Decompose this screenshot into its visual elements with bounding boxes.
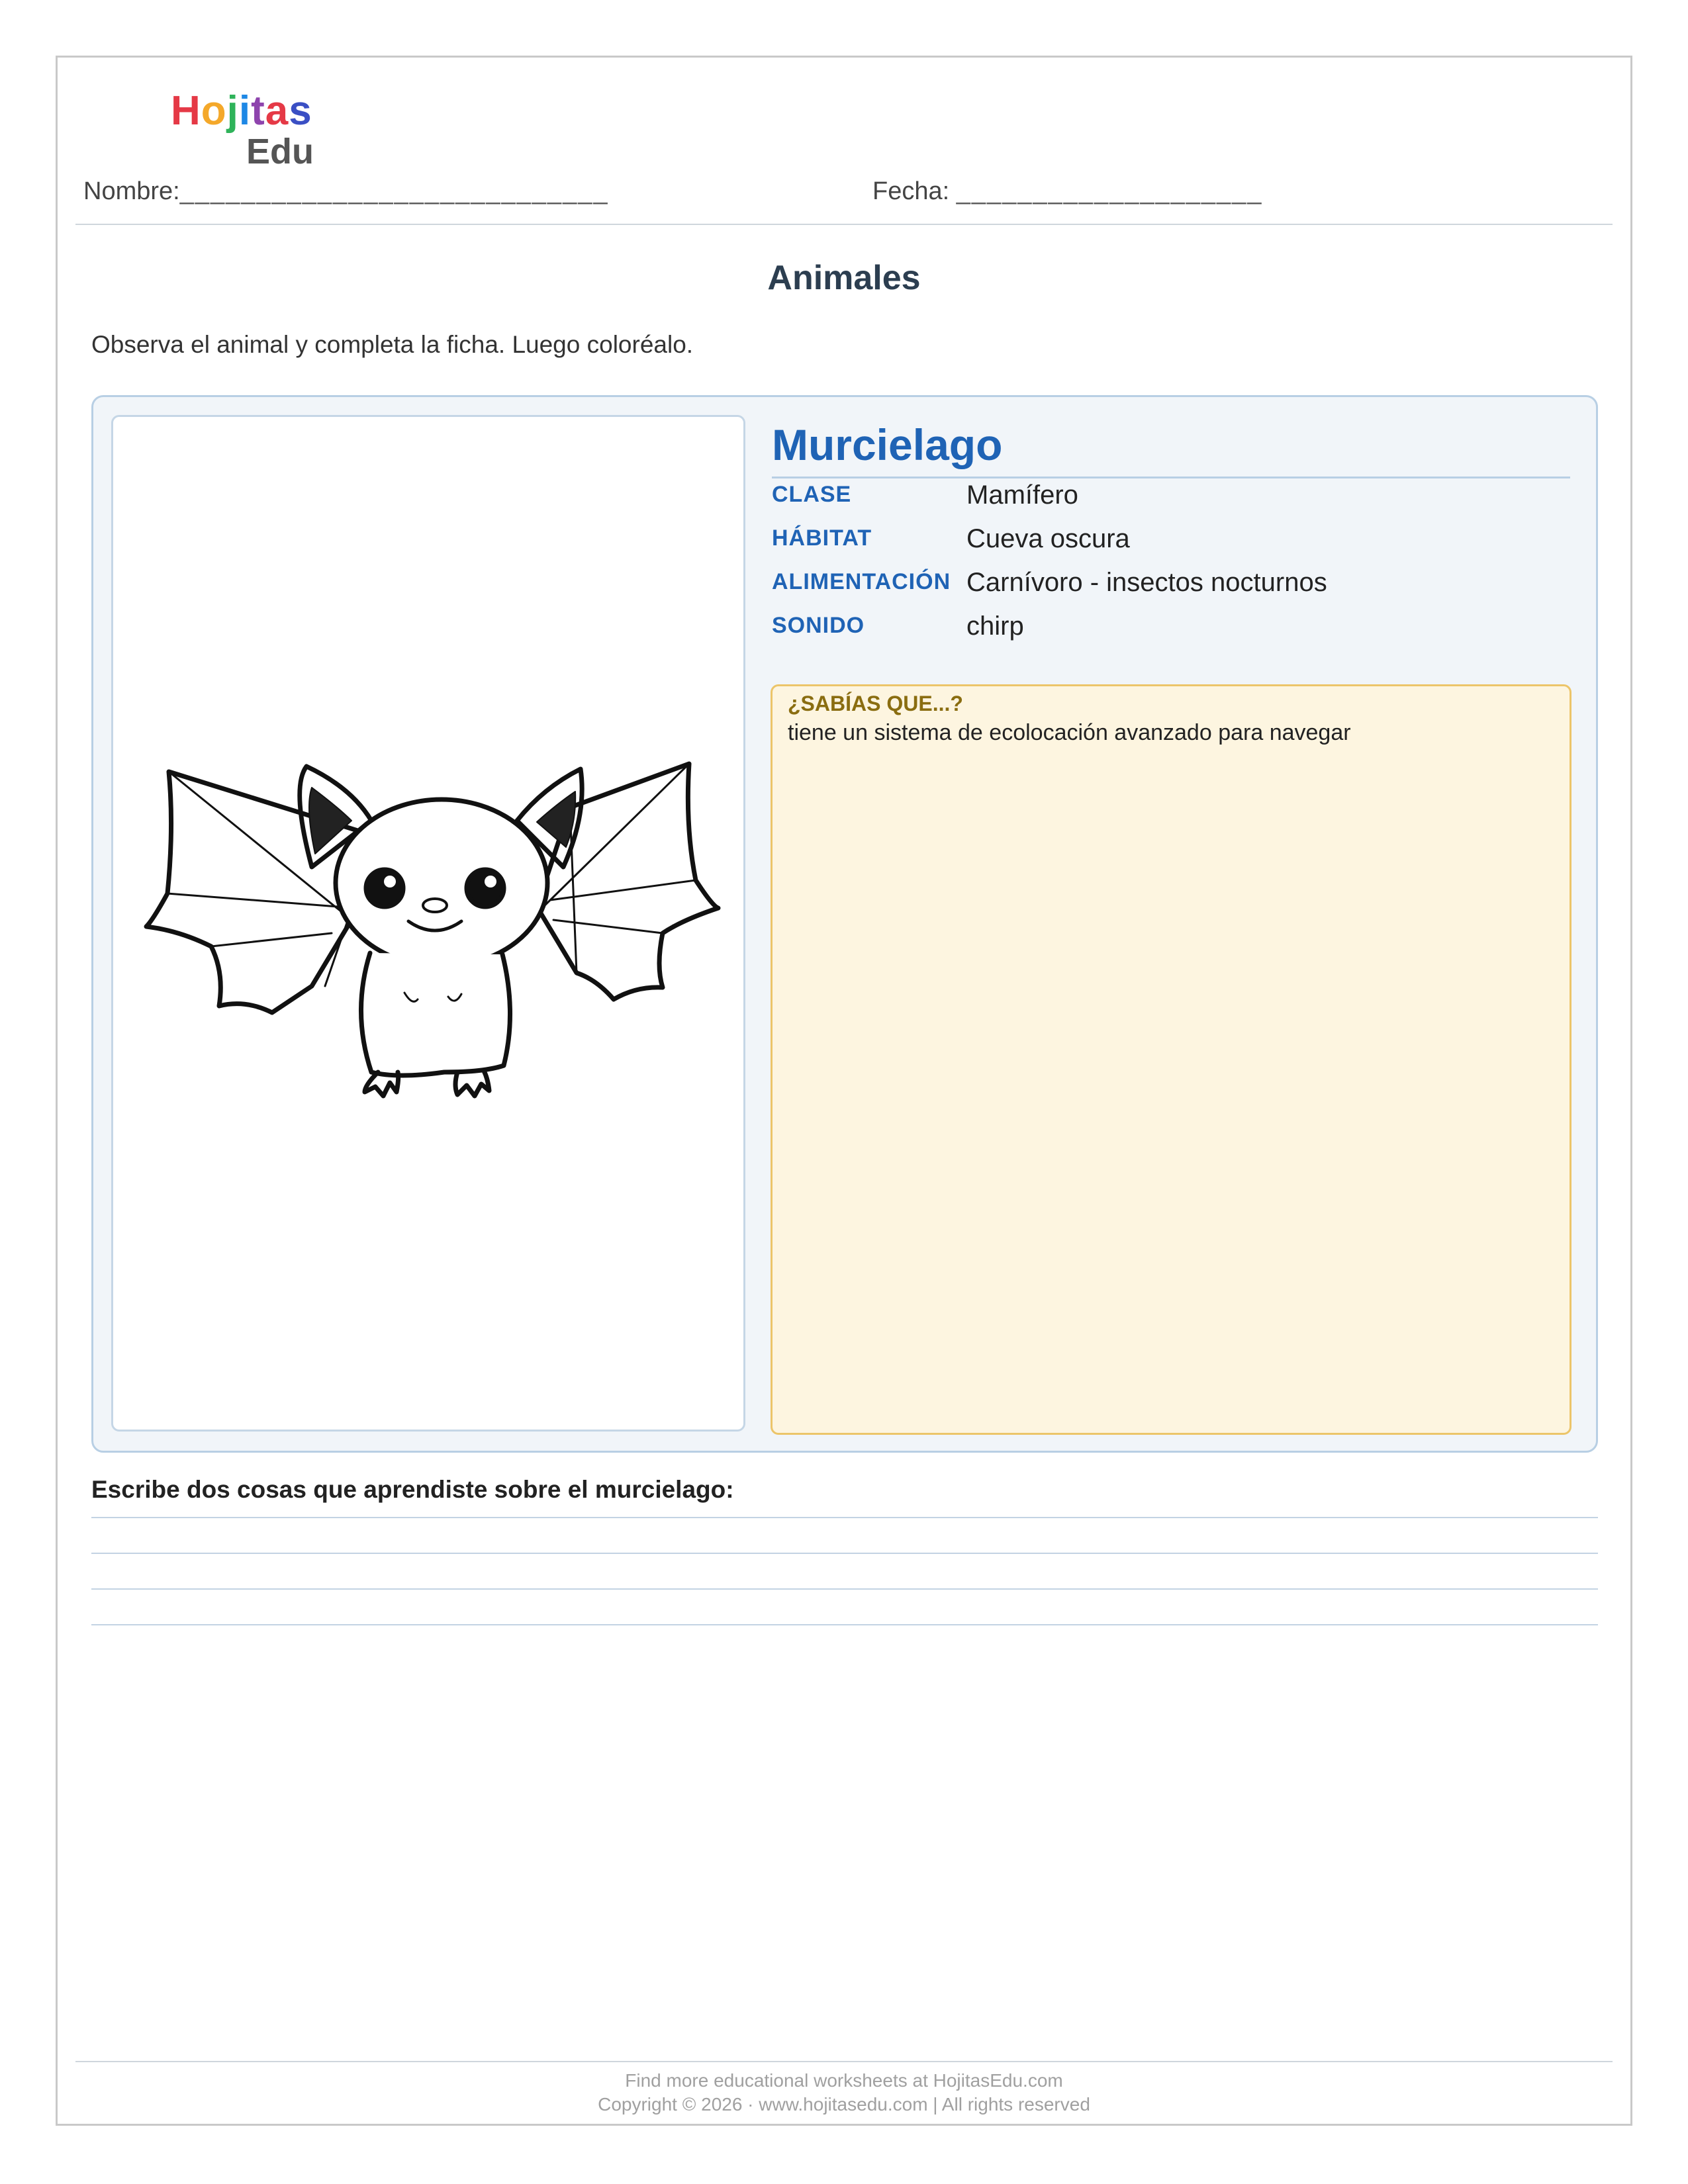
logo-letter-3: i (238, 88, 252, 134)
did-you-know-text: tiene un sistema de ecolocación avanzado para navegar (788, 720, 1351, 745)
writing-line-1[interactable] (91, 1517, 1598, 1518)
hojitas-edu-logo (171, 87, 330, 173)
logo-letter-2: j (226, 88, 239, 134)
logo-sub: Edu (246, 132, 314, 171)
animal-image-box (111, 415, 745, 1432)
right-foot (455, 1071, 489, 1096)
fact-value-habitat: Cueva oscura (966, 524, 1130, 553)
logo-letter-6: s (289, 88, 312, 134)
date-line: ____________________ (956, 177, 1263, 205)
logo-wordmark (171, 87, 312, 134)
date-label: Fecha: (872, 177, 950, 205)
page-title: Animales (767, 259, 921, 297)
writing-line-3[interactable] (91, 1588, 1598, 1590)
date-field[interactable] (872, 177, 1262, 206)
bat-coloring-illustration (113, 417, 743, 1430)
did-you-know-title: ¿SABÍAS QUE...? (788, 692, 963, 715)
logo-letter-4: t (251, 88, 265, 134)
fact-label-clase: CLASE (772, 482, 852, 507)
fact-label-sonido: SONIDO (772, 613, 865, 638)
fact-value-sonido: chirp (966, 612, 1024, 641)
fact-value-clase: Mamífero (966, 480, 1078, 510)
writing-line-4[interactable] (91, 1624, 1598, 1625)
name-field[interactable] (83, 177, 608, 206)
fact-label-habitat: HÁBITAT (772, 525, 872, 551)
bat-body (361, 953, 510, 1075)
logo-letter-5: a (265, 88, 289, 134)
header-divider (75, 224, 1613, 225)
logo-letter-0: H (171, 88, 201, 134)
fact-value-alimentacion: Carnívoro - insectos nocturnos (966, 568, 1327, 597)
instructions: Observa el animal y completa la ficha. Luego coloréalo. (91, 331, 694, 358)
fact-label-alimentacion: ALIMENTACIÓN (772, 569, 951, 594)
footer-line-1: Find more educational worksheets at HojitasEdu.com (625, 2070, 1063, 2091)
footer-divider (75, 2061, 1613, 2062)
writing-prompt: Escribe dos cosas que aprendiste sobre el murcielago: (91, 1476, 734, 1503)
name-label: Nombre: (83, 177, 180, 205)
logo-letter-1: o (201, 88, 227, 134)
writing-line-2[interactable] (91, 1553, 1598, 1554)
footer-line-2: Copyright © 2026 · www.hojitasedu.com | All rights reserved (598, 2094, 1090, 2115)
name-line: ____________________________ (179, 177, 609, 205)
animal-name-rule (772, 477, 1570, 478)
did-you-know-box (771, 684, 1571, 1435)
animal-name: Murcielago (772, 420, 1003, 469)
